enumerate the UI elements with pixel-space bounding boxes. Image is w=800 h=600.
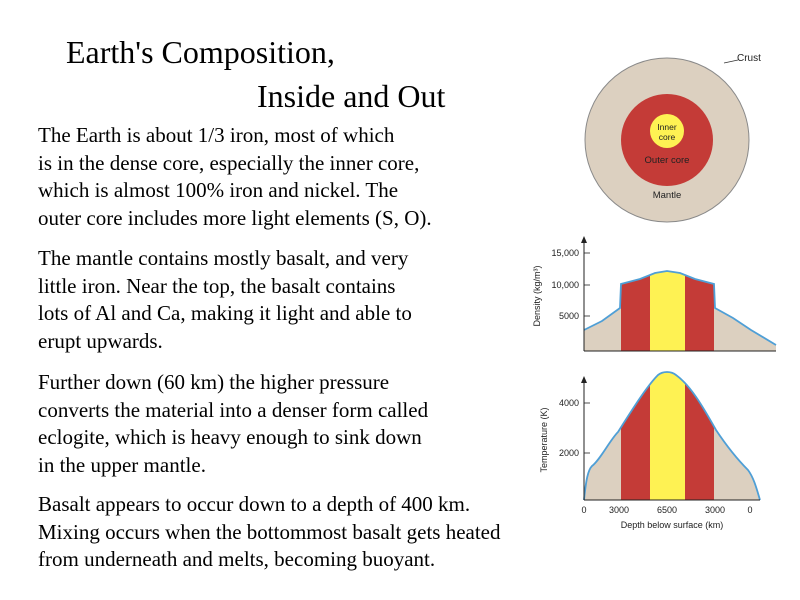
temp-tick-label-2000: 2000: [558, 448, 579, 458]
temperature-chart: [539, 360, 760, 530]
x-tick-label-3000-left: 3000: [608, 505, 630, 515]
paragraph-iron-core: The Earth is about 1/3 iron, most of which is in the dense core, especially the inner core, which is almost 100% iron and nickel. The outer core includes more light elements (S, O).: [38, 123, 432, 230]
density-y-axis-arrow: [581, 236, 587, 243]
x-tick-label-0-right: 0: [747, 505, 753, 515]
density-outer-core-right: [685, 250, 714, 351]
x-axis-label: Depth below surface (km): [620, 520, 724, 530]
slide-title-line2: Inside and Out: [257, 78, 446, 114]
density-y-axis-label: Density (kg/m³): [532, 265, 542, 327]
temp-outer-core-left: [621, 360, 650, 500]
slide-title-line1: Earth's Composition,: [66, 34, 335, 70]
paragraph-mantle-basalt: The mantle contains mostly basalt, and very little iron. Near the top, the basalt contains lots of Al and Ca, making it light and able to erupt upwards.: [38, 246, 412, 353]
inner-core-label-line2: core: [658, 132, 676, 142]
temp-mantle-left: [584, 360, 621, 500]
density-inner-core: [650, 250, 685, 351]
x-tick-label-3000-right: 3000: [704, 505, 726, 515]
paragraph-basalt-mixing: Basalt appears to occur down to a depth of 400 km. Mixing occurs when the bottommost basalt gets heated from underneath and melts, becoming buoyant.: [38, 492, 501, 571]
density-mantle-left: [584, 250, 621, 351]
x-tick-label-6500: 6500: [656, 505, 678, 515]
paragraph-eclogite: Further down (60 km) the higher pressure converts the material into a denser form called eclogite, which is heavy enough to sink down in the upper mantle.: [38, 370, 429, 477]
temp-outer-core-right: [685, 360, 714, 500]
inner-core-label-line1: Inner: [657, 122, 677, 132]
mantle-label: Mantle: [652, 190, 682, 201]
temp-inner-core: [650, 360, 685, 500]
density-tick-label-15000: 15,000: [551, 248, 579, 258]
temp-tick-label-4000: 4000: [558, 398, 579, 408]
temp-y-axis-label: Temperature (K): [539, 407, 549, 473]
density-chart: [532, 236, 776, 351]
x-tick-label-0-left: 0: [581, 505, 587, 515]
crust-label: Crust: [737, 53, 761, 64]
outer-core-label: Outer core: [644, 155, 690, 166]
density-mantle-right: [714, 250, 776, 351]
crust-leader-line: [724, 60, 738, 63]
density-outer-core-left: [621, 250, 650, 351]
density-tick-label-10000: 10,000: [551, 280, 579, 290]
density-tick-label-5000: 5000: [558, 311, 579, 321]
earth-cross-section: [585, 53, 761, 222]
temp-y-axis-arrow: [581, 376, 587, 383]
